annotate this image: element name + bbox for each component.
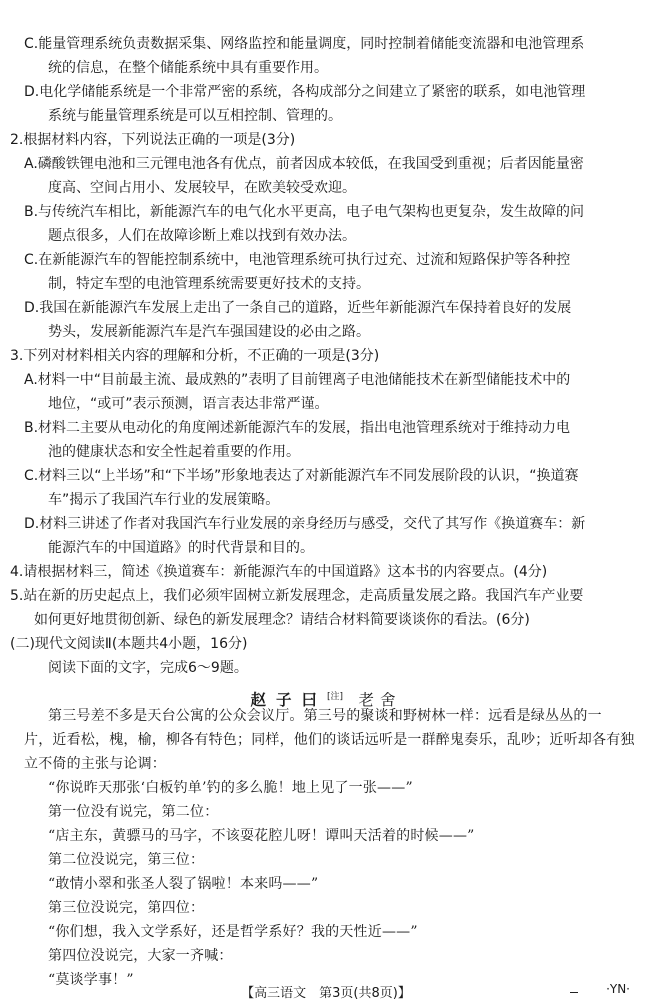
text-line: C.在新能源汽车的智能控制系统中，电池管理系统可执行过充、过流和短路保护等各种控 [24,252,571,268]
text-line: D.材料三讲述了作者对我国汽车行业发展的亲身经历与感受，交代了其写作《换道赛车：新 [24,516,586,532]
text-line: B.与传统汽车相比，新能源汽车的电气化水平更高，电子电气架构也更复杂，发生故障的问 [24,204,585,220]
footnote-mark: [注] [327,691,344,702]
text-line: D.我国在新能源汽车发展上走出了一条自己的道路，近些年新能源汽车保持着良好的发展 [24,300,572,316]
text-line: 立不倚的主张与论调： [24,756,166,772]
page-footer: 【高三语文 第3页(共8页)】 [241,986,411,1001]
text-line: 系统与能量管理系统是可以互相控制、管理的。 [48,108,342,124]
text-line: D.电化学储能系统是一个非常严密的系统，各构成部分之间建立了紧密的联系，如电池管理 [24,84,586,100]
text-line: 第三位没说完，第四位： [48,900,205,916]
text-line: 度高、空间占用小、发展较早，在欧美较受欢迎。 [48,180,356,196]
text-line: 统的信息，在整个储能系统中具有重要作用。 [48,60,328,76]
author: 老舍 [358,691,402,709]
text-line: 5.站在新的历史起点上，我们必须牢固树立新发展理念，走高质量发展之路。我国汽车产业要 [10,588,584,604]
text-line: “店主东，黄骠马的马字，不该耍花腔儿呀！谭叫天活着的时候——” [48,828,475,844]
text-line: “你说昨天那张‘白板钓单’钓的多么脆！地上见了一张——” [48,780,413,796]
text-line: 片，近看松，槐，榆，柳各有特色；同样，他们的谈话远听是一群醉鬼奏乐，乱吵；近听却各有独 [24,732,635,748]
text-line: “敢情小翠和张圣人裂了锅啦！本来吗——” [48,876,319,892]
text-line: 能源汽车的中国道路》的时代背景和目的。 [48,540,314,556]
text-line: 3.下列对材料相关内容的理解和分析，不正确的一项是(3分) [10,348,380,364]
text-line: A.磷酸铁锂电池和三元锂电池各有优点，前者因成本较低，在我国受到重视；后者因能量密 [24,156,584,172]
text-line: A.材料一中“目前最主流、最成熟的”表明了目前锂离子电池储能技术在新型储能技术中的 [24,372,571,388]
text-line: 第四位没说完，大家一齐喊： [48,948,233,964]
text-line: 第二位没说完，第三位： [48,852,205,868]
text-line: 2.根据材料内容，下列说法正确的一项是(3分) [10,132,296,148]
story-title: 赵子曰 [250,691,328,709]
text-line: 阅读下面的文字，完成6～9题。 [48,660,248,676]
text-line: “你们想，我入文学系好，还是哲学系好？我的天性近——” [48,924,418,940]
text-line: 第三号差不多是天台公寓的公众会议厅。第三号的聚谈和野树林一样：远看是绿丛丛的一 [48,708,602,724]
text-line: 如何更好地贯彻创新、绿色的新发展理念？请结合材料简要谈谈你的看法。(6分) [34,612,530,628]
text-line: “莫谈学事！” [48,972,134,988]
text-line: C.能量管理系统负责数据采集、网络监控和能量调度，同时控制着储能变流器和电池管理系 [24,36,585,52]
story-title-line [0,688,652,710]
text-line: 池的健康状态和安全性起着重要的作用。 [48,444,300,460]
text-line: 制，特定车型的电池管理系统需要更好技术的支持。 [48,276,370,292]
text-line: B.材料二主要从电动化的角度阐述新能源汽车的发展，指出电池管理系统对于维持动力电 [24,420,571,436]
text-line: 第一位没有说完，第二位： [48,804,219,820]
text-line: 4.请根据材料三，简述《换道赛车：新能源汽车的中国道路》这本书的内容要点。(4分) [10,564,548,580]
text-line: (二)现代文阅读Ⅱ(本题共4小题，16分) [10,636,248,652]
text-line: 地位，“或可”表示预测，语言表达非常严谨。 [48,396,329,412]
text-line: 题点很多，人们在故障诊断上难以找到有效办法。 [48,228,356,244]
text-line: 车”揭示了我国汽车行业的发展策略。 [48,492,280,508]
text-line: C.材料三以“上半场”和“下半场”形象地表达了对新能源汽车不同发展阶段的认识，“换道赛 [24,468,579,484]
page-code: ·YN· [606,982,630,996]
text-line: 势头，发展新能源汽车是汽车强国建设的必由之路。 [48,324,370,340]
